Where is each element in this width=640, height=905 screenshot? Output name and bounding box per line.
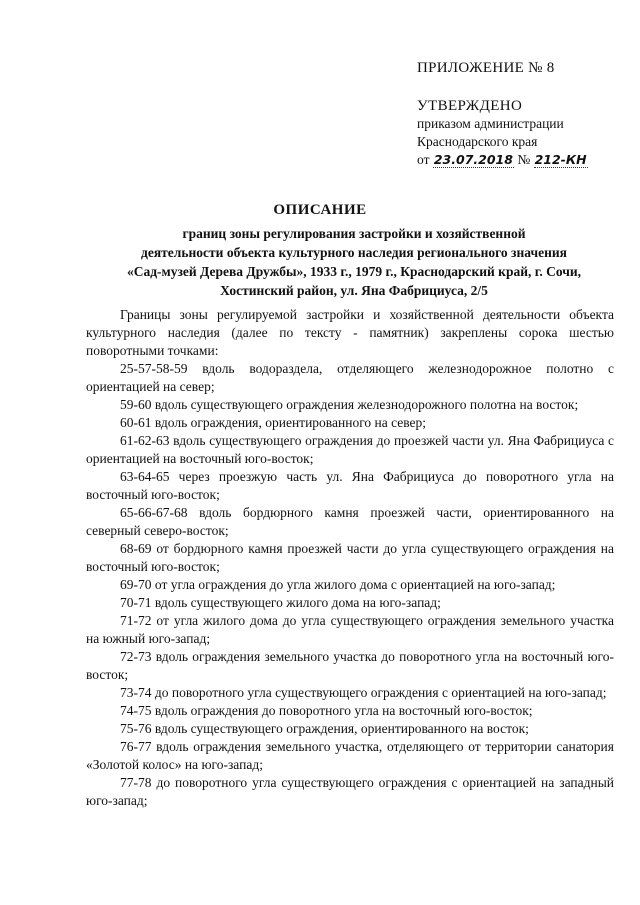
paragraph-intro: Границы зоны регулируемой застройки и хозяйственной деятельности объекта культурного наследия (далее по тексту - памятник) закреплены сорока шестью поворотными точками:: [86, 307, 614, 358]
document-subtitle: [86, 224, 622, 300]
paragraph-25-59: 25-57-58-59 вдоль водораздела, отделяющего железнодорожное полотно с ориентацией на север;: [86, 361, 614, 394]
document-title: ОПИСАНИЕ: [273, 202, 367, 218]
document-body: [86, 306, 614, 810]
paragraph-77-78: 77-78 до поворотного угла существующего ограждения с ориентацией на западный юго-запад;: [86, 775, 614, 808]
paragraph-71-72: 71-72 от угла жилого дома до угла существующего ограждения земельного участка на южный юго-запад;: [86, 613, 614, 646]
paragraph-63-65: 63-64-65 через проезжую часть ул. Яна Фабрициуса до поворотного угла на восточный юго-восток;: [86, 469, 614, 502]
paragraph-69-70: 69-70 от угла ограждения до угла жилого дома с ориентацией на юго-запад;: [120, 577, 556, 592]
handwritten-date: 23.07.2018: [433, 152, 513, 167]
paragraph-76-77: 76-77 вдоль ограждения земельного участка, отделяющего от территории санатория «Золотой колос» на юго-запад;: [86, 739, 614, 772]
paragraph-65-68: 65-66-67-68 вдоль бордюрного камня проезжей части, ориентированного на северный северо-восток;: [86, 505, 614, 538]
approval-date-number: [417, 151, 588, 169]
paragraph-74-75: 74-75 вдоль ограждения до поворотного угла на восточный юго-восток;: [120, 703, 533, 718]
paragraph-60-61: 60-61 вдоль ограждения, ориентированного на север;: [120, 415, 427, 430]
approved-title: УТВЕРЖДЕНО: [417, 98, 523, 114]
handwritten-number: 212-КН: [534, 152, 587, 167]
paragraph-73-74: 73-74 до поворотного угла существующего ограждения с ориентацией на юго-запад;: [120, 685, 607, 700]
paragraph-72-73: 72-73 вдоль ограждения земельного участка до поворотного угла на восточный юго-восток;: [86, 649, 614, 682]
approval-block: [417, 97, 588, 169]
approved-line-1: приказом администрации: [417, 116, 564, 131]
appendix-label: ПРИЛОЖЕНИЕ № 8: [417, 60, 555, 76]
paragraph-70-71: 70-71 вдоль существующего жилого дома на юго-запад;: [120, 595, 441, 610]
date-prefix: от: [417, 152, 430, 167]
paragraph-75-76: 75-76 вдоль существующего ограждения, ориентированного на восток;: [120, 721, 529, 736]
paragraph-59-60: 59-60 вдоль существующего ограждения железнодорожного полотна на восток;: [120, 397, 579, 412]
subtitle-line-1: границ зоны регулирования застройки и хозяйственной: [182, 226, 526, 241]
approved-line-2: Краснодарского края: [417, 134, 538, 149]
paragraph-61-63: 61-62-63 вдоль существующего ограждения до проезжей части ул. Яна Фабрициуса с ориентацией на восточный юго-восток;: [86, 433, 614, 466]
subtitle-line-2: деятельности объекта культурного наследия регионального значения: [141, 245, 567, 260]
paragraph-68-69: 68-69 от бордюрного камня проезжей части до угла существующего ограждения на восточный юго-восток;: [86, 541, 614, 574]
subtitle-line-3: «Сад-музей Дерева Дружбы», 1933 г., 1979 г., Краснодарский край, г. Сочи,: [126, 264, 582, 279]
number-sign: №: [517, 152, 531, 167]
subtitle-line-4: Хостинский район, ул. Яна Фабрициуса, 2/5: [220, 283, 488, 298]
